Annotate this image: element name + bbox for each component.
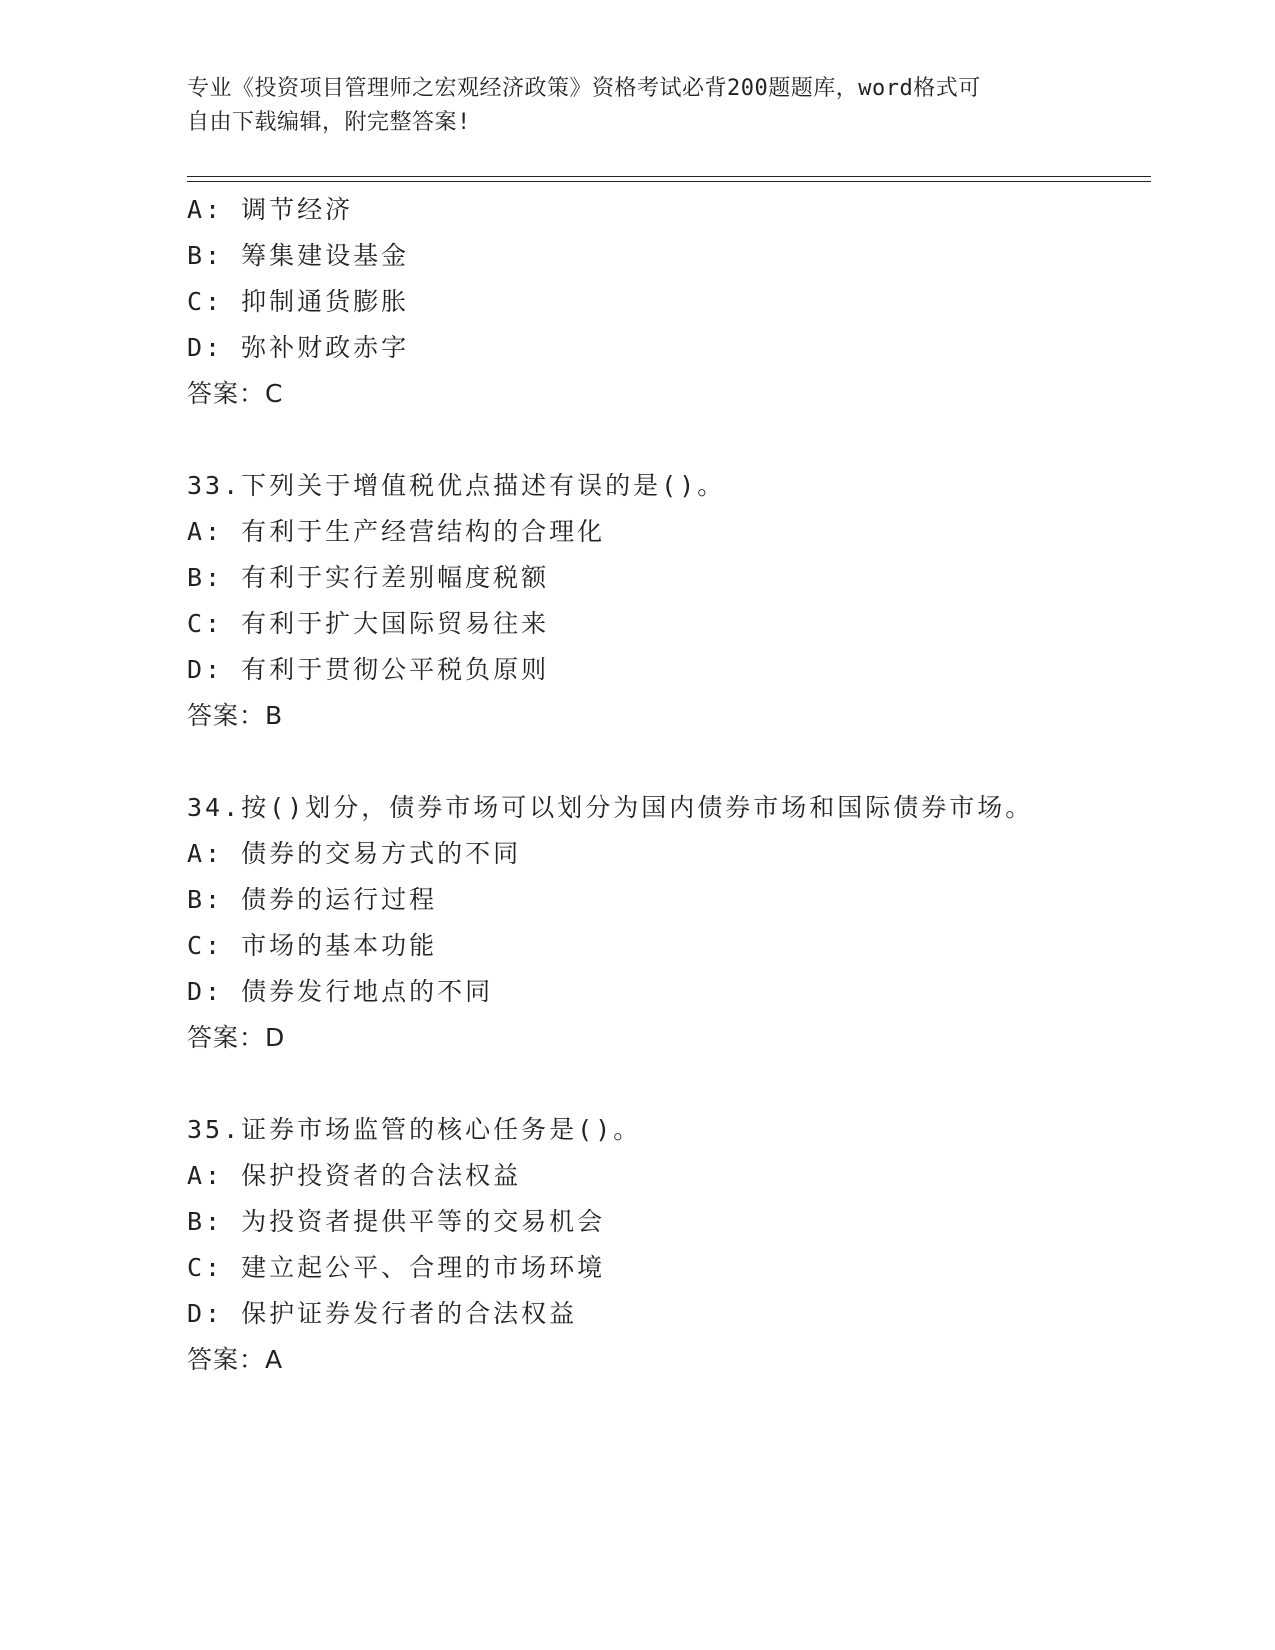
spacer [187,1061,1151,1107]
question-text: 34.按()划分，债券市场可以划分为国内债券市场和国际债券市场。 [187,793,1034,822]
header-divider-bottom [187,181,1151,182]
header-divider-top [187,176,1151,177]
question-list [187,187,1151,1383]
option-a: A: 有利于生产经营结构的合理化 [187,517,606,546]
option-b: B: 有利于实行差别幅度税额 [187,563,550,592]
question-text: 35.证券市场监管的核心任务是()。 [187,1115,642,1144]
option-d: D: 有利于贯彻公平税负原则 [187,655,550,684]
question-text: 33.下列关于增值税优点描述有误的是()。 [187,471,726,500]
option-d: D: 债券发行地点的不同 [187,977,494,1006]
option-c: C: 抑制通货膨胀 [187,287,410,316]
option-a: A: 调节经济 [187,195,354,224]
question-block-34 [187,785,1151,1061]
option-d: D: 弥补财政赤字 [187,333,410,362]
spacer [187,739,1151,785]
option-b: B: 为投资者提供平等的交易机会 [187,1207,606,1236]
option-a: A: 债券的交易方式的不同 [187,839,522,868]
option-c: C: 市场的基本功能 [187,931,438,960]
option-a: A: 保护投资者的合法权益 [187,1161,522,1190]
option-b: B: 筹集建设基金 [187,241,410,270]
header-line-2: 自由下载编辑，附完整答案! [187,110,471,135]
document-header [187,72,1087,140]
answer-line: 答案：C [187,379,284,408]
question-block-33 [187,463,1151,739]
question-block-35 [187,1107,1151,1383]
option-c: C: 建立起公平、合理的市场环境 [187,1253,606,1282]
header-line-1: 专业《投资项目管理师之宏观经济政策》资格考试必背200题题库，word格式可 [187,76,981,101]
question-block-32 [187,187,1151,417]
answer-line: 答案：D [187,1023,286,1052]
option-d: D: 保护证券发行者的合法权益 [187,1299,578,1328]
spacer [187,417,1151,463]
answer-line: 答案：A [187,1345,284,1374]
answer-line: 答案：B [187,701,284,730]
option-c: C: 有利于扩大国际贸易往来 [187,609,550,638]
option-b: B: 债券的运行过程 [187,885,438,914]
